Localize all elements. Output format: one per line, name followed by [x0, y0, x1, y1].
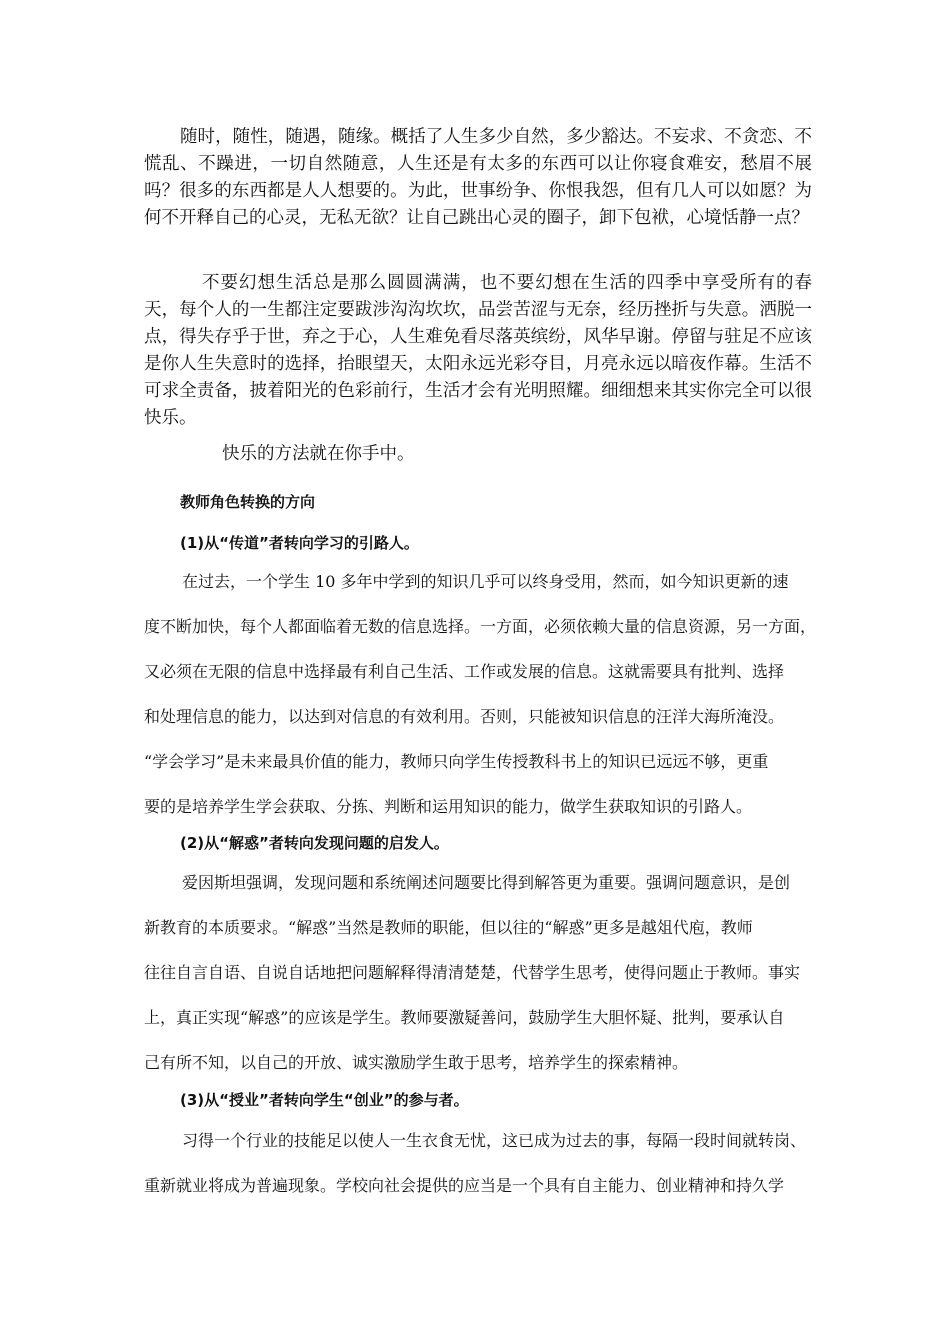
- section-3-body: [144, 1128, 812, 1218]
- heading-2: (2)从“解惑”者转向发现问题的启发人。: [180, 834, 449, 852]
- text-line: 上，真正实现“解惑”的应该是学生。教师要激疑善问，鼓励学生大胆怀疑、批判，要承认自: [144, 1008, 785, 1027]
- heading-3: (3)从“授业”者转向学生“创业”的参与者。: [180, 1091, 469, 1109]
- paragraph-intro: 随时，随性，随遇，随缘。概括了人生多少自然，多少豁达。不妄求、不贪恋、不慌乱、不躁进，一切自然随意，人生还是有太多的东西可以让你寝食难安，愁眉不展吗？很多的东西都是人人想要的。为此，世事纷争、你恨我怨，但有几人可以如愿？为何不开释自己的心灵，无私无欲？让自己跳出心灵的圈子，卸下包袱，心境恬静一点？: [144, 127, 812, 228]
- paragraph-life: 不要幻想生活总是那么圆圆满满，也不要幻想在生活的四季中享受所有的春天，每个人的一生都注定要跋涉沟沟坎坎，品尝苦涩与无奈，经历挫折与失意。洒脱一点，得失存乎于世，弃之于心，人生难免看尽落英缤纷，风华早谢。停留与驻足不应该是你人生失意时的选择，抬眼望天，太阳永远光彩夺目，月亮永远以暗夜作幕。生活不可求全责备，披着阳光的色彩前行，生活才会有光明照耀。细细想来其实你完全可以很快乐。: [144, 273, 812, 428]
- section-2-body: [144, 870, 812, 1095]
- text-line: 爱因斯坦强调，发现问题和系统阐述问题要比得到解答更为重要。强调问题意识，是创: [182, 873, 791, 892]
- paragraph-happiness: 快乐的方法就在你手中。: [222, 444, 415, 464]
- text-line: 往往自言自语、自说自话地把问题解释得清清楚楚，代替学生思考，使得问题止于教师。事实: [144, 963, 801, 982]
- text-line: 和处理信息的能力，以达到对信息的有效利用。否则，只能被知识信息的汪洋大海所淹没。: [144, 707, 785, 726]
- text-line: 在过去，一个学生 10 多年中学到的知识几乎可以终身受用，然而，如今知识更新的速: [182, 572, 789, 591]
- section-1-body: [144, 569, 817, 839]
- text-line: 新教育的本质要求。“解惑”当然是教师的职能，但以往的“解惑”更多是越俎代庖，教师: [144, 918, 753, 937]
- text-line: 度不断加快，每个人都面临着无数的信息选择。一方面，必须依赖大量的信息资源，另一方面，: [144, 617, 817, 636]
- section-title: 教师角色转换的方向: [180, 493, 316, 511]
- text-line: 习得一个行业的技能足以使人一生衣食无忧，这已成为过去的事，每隔一段时间就转岗、: [182, 1131, 807, 1150]
- text-line: 又必须在无限的信息中选择最有利自己生活、工作或发展的信息。这就需要具有批判、选择: [144, 662, 785, 681]
- text-line: 己有所不知，以自己的开放、诚实激励学生敢于思考，培养学生的探索精神。: [144, 1053, 689, 1072]
- heading-1: (1)从“传道”者转向学习的引路人。: [180, 534, 419, 552]
- text-line: 重新就业将成为普遍现象。学校向社会提供的应当是一个具有自主能力、创业精神和持久学: [144, 1176, 785, 1195]
- text-line: 要的是培养学生学会获取、分拣、判断和运用知识的能力，做学生获取知识的引路人。: [144, 797, 753, 816]
- text-line: “学会学习”是未来最具价值的能力，教师只向学生传授教科书上的知识已远远不够，更重: [144, 752, 769, 771]
